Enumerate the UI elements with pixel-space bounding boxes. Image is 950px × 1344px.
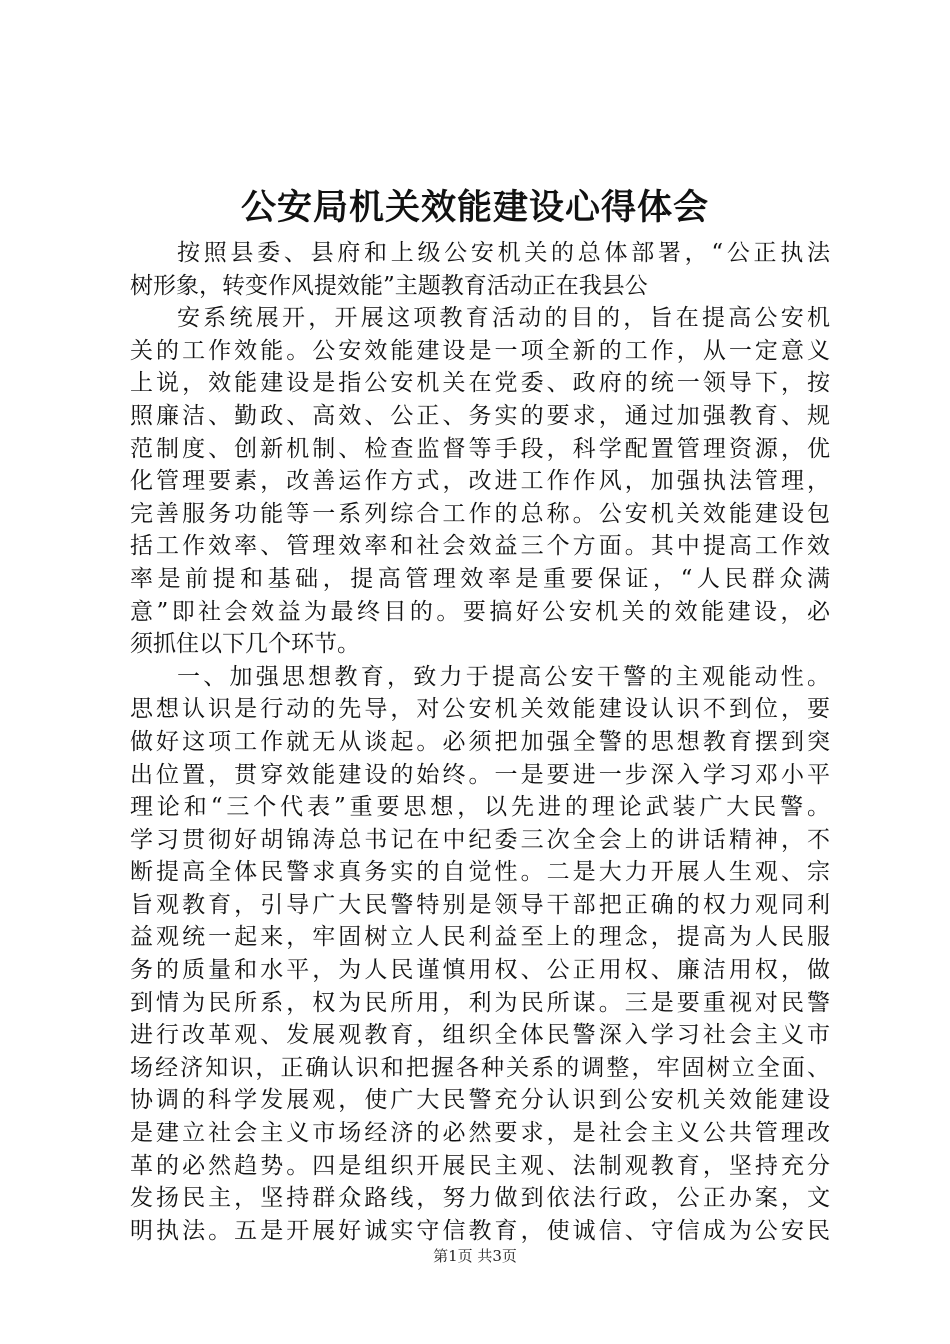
text-line: 场经济知识，正确认识和把握各种关系的调整，牢固树立全面、 bbox=[130, 1054, 830, 1081]
text-line: 括工作效率、管理效率和社会效益三个方面。其中提高工作效 bbox=[130, 533, 830, 560]
text-line: 一、加强思想教育，致力于提高公安干警的主观能动性。 bbox=[177, 663, 830, 690]
text-line: 旨观教育，引导广大民警特别是领导干部把正确的权力观同利 bbox=[130, 891, 830, 918]
text-line: 率是前提和基础，提高管理效率是重要保证，“人民群众满 bbox=[130, 565, 830, 592]
document-body bbox=[130, 237, 830, 1247]
text-line: 务的质量和水平，为人民谨慎用权、公正用权、廉洁用权，做 bbox=[130, 957, 830, 984]
text-line: 到情为民所系，权为民所用，利为民所谋。三是要重视对民警 bbox=[130, 989, 830, 1016]
text-line: 发扬民主，坚持群众路线，努力做到依法行政，公正办案，文 bbox=[130, 1185, 830, 1212]
text-line: 是建立社会主义市场经济的必然要求，是社会主义公共管理改 bbox=[130, 1120, 830, 1147]
text-line: 做好这项工作就无从谈起。必须把加强全警的思想教育摆到突 bbox=[130, 728, 830, 755]
page-indicator: 第1页 共3页 bbox=[433, 1247, 517, 1265]
document-title: 公安局机关效能建设心得体会 bbox=[240, 187, 709, 228]
text-line: 学习贯彻好胡锦涛总书记在中纪委三次全会上的讲话精神，不 bbox=[130, 826, 830, 853]
text-line: 益观统一起来，牢固树立人民利益至上的理念，提高为人民服 bbox=[130, 924, 830, 951]
text-line: 协调的科学发展观，使广大民警充分认识到公安机关效能建设 bbox=[130, 1087, 830, 1114]
text-line: 完善服务功能等一系列综合工作的总称。公安机关效能建设包 bbox=[130, 500, 830, 527]
text-line: 意”即社会效益为最终目的。要搞好公安机关的效能建设，必 bbox=[130, 598, 830, 625]
text-line: 照廉洁、勤政、高效、公正、务实的要求，通过加强教育、规 bbox=[130, 402, 830, 429]
text-line: 思想认识是行动的先导，对公安机关效能建设认识不到位，要 bbox=[130, 696, 830, 723]
text-line: 树形象，转变作风提效能”主题教育活动正在我县公 bbox=[130, 272, 648, 299]
text-line: 革的必然趋势。四是组织开展民主观、法制观教育，坚持充分 bbox=[130, 1152, 830, 1179]
text-line: 按照县委、县府和上级公安机关的总体部署，“公正执法 bbox=[177, 240, 830, 266]
text-line: 须抓住以下几个环节。 bbox=[130, 631, 360, 658]
text-line: 化管理要素，改善运作方式，改进工作作风，加强执法管理， bbox=[130, 468, 830, 495]
text-line: 范制度、创新机制、检查监督等手段，科学配置管理资源，优 bbox=[130, 435, 830, 462]
text-line: 进行改革观、发展观教育，组织全体民警深入学习社会主义市 bbox=[130, 1022, 830, 1049]
text-line: 断提高全体民警求真务实的自觉性。二是大力开展人生观、宗 bbox=[130, 859, 830, 886]
text-line: 出位置，贯穿效能建设的始终。一是要进一步深入学习邓小平 bbox=[130, 761, 830, 788]
text-line: 明执法。五是开展好诚实守信教育，使诚信、守信成为公安民 bbox=[130, 1217, 830, 1244]
text-line: 安系统展开，开展这项教育活动的目的，旨在提高公安机 bbox=[177, 305, 830, 332]
text-line: 上说，效能建设是指公安机关在党委、政府的统一领导下，按 bbox=[130, 370, 830, 397]
text-line: 关的工作效能。公安效能建设是一项全新的工作，从一定意义 bbox=[130, 337, 830, 364]
text-line: 理论和“三个代表”重要思想，以先进的理论武装广大民警。 bbox=[130, 794, 830, 821]
